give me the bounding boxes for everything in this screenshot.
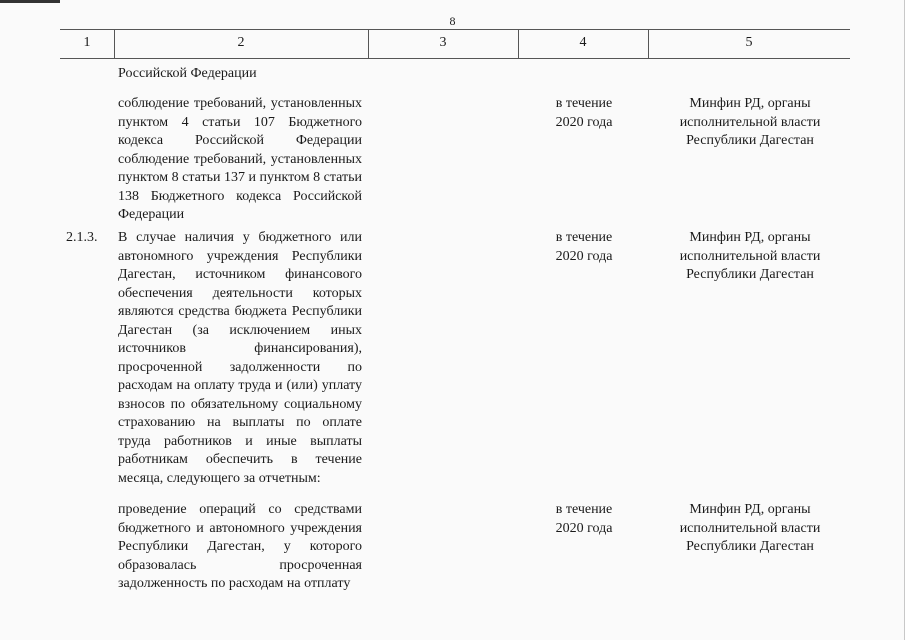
column-header-4: 4 [579, 35, 587, 50]
row-number: 2.1.3. [66, 230, 98, 245]
table-header [60, 29, 850, 59]
scan-edge-mark [0, 0, 60, 3]
row-responsible: Минфин РД, органы исполнительной власти Республики Дагестан [679, 502, 821, 554]
row-responsible: Минфин РД, органы исполнительной власти Республики Дагестан [679, 96, 821, 148]
row-description: В случае наличия у бюджетного или автономного учреждения Республики Дагестан, источником финансового обеспечения деятельности которых являются средства бюджета Республики Дагестан (за исключением иных источников финансирования), просроченной задолженности по расходам на оплату труда и (или) уплату взносов по обязательному социальному страхованию на выплаты по оплате труда работников и иные выплаты работникам обеспечить в течение месяца, следующего за отчетным: [118, 230, 362, 486]
column-header-5: 5 [745, 35, 753, 50]
row-description: Российской Федерации [118, 66, 257, 81]
column-header-1: 1 [83, 35, 91, 50]
row-description: проведение операций со средствами бюджетного и автономного учреждения Республики Дагестан, у которого образовалась просроченная задолженность по расходам на отплату [118, 502, 362, 591]
column-header-3: 3 [439, 35, 447, 50]
column-header-2: 2 [237, 35, 245, 50]
row-term: в течение 2020 года [555, 502, 613, 536]
row-term: в течение 2020 года [555, 96, 613, 130]
row-description: соблюдение требований, установленных пунктом 4 статьи 107 Бюджетного кодекса Российской Федерации соблюдение требований, установленных пунктом 8 статьи 137 и пунктом 8 статьи 138 Бюджетного кодекса Российской Федерации [118, 96, 362, 222]
row-term: в течение 2020 года [555, 230, 613, 264]
row-responsible: Минфин РД, органы исполнительной власти Республики Дагестан [679, 230, 821, 282]
page-number: 8 [449, 14, 456, 28]
